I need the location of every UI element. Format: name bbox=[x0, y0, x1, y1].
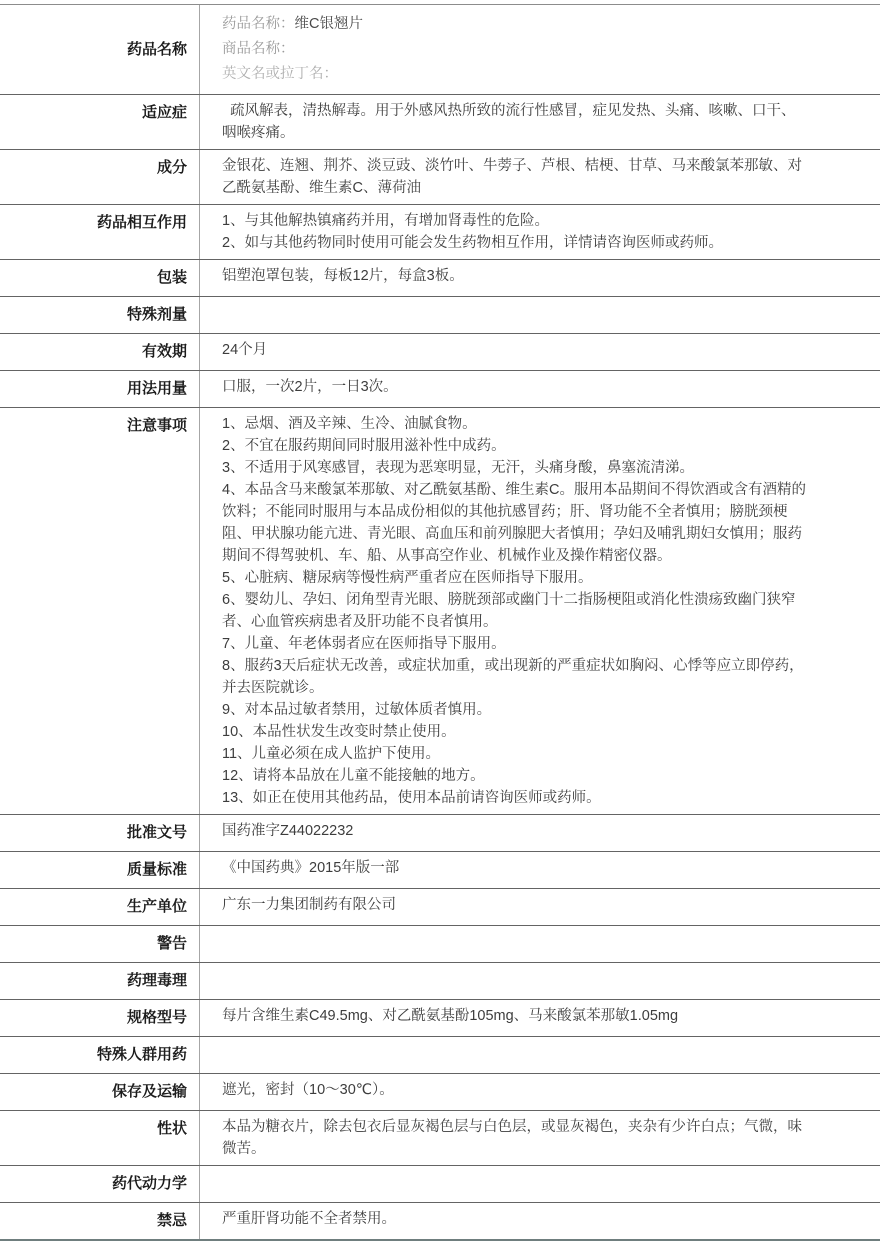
table-row bbox=[0, 963, 880, 1000]
row-value-line: 8、服药3天后症状无改善，或症状加重，或出现新的严重症状如胸闷、心悸等应立即停药，并去医院就诊。 bbox=[222, 658, 804, 696]
row-value bbox=[200, 926, 880, 962]
drug-name-value: 维C银翘片 bbox=[294, 16, 363, 32]
row-value-line: 12、请将本品放在儿童不能接触的地方。 bbox=[222, 768, 485, 784]
row-value-line: 13、如正在使用其他药品，使用本品前请咨询医师或药师。 bbox=[222, 790, 601, 806]
table-row bbox=[0, 852, 880, 889]
row-value bbox=[200, 371, 880, 407]
table-row bbox=[0, 205, 880, 260]
row-value bbox=[200, 1203, 880, 1239]
row-value-line: 11、儿童必须在成人监护下使用。 bbox=[222, 746, 441, 762]
row-value-line: 遮光，密封（10～30℃）。 bbox=[222, 1082, 394, 1098]
table-row bbox=[0, 297, 880, 334]
row-label: 特殊人群用药 bbox=[0, 1037, 200, 1073]
row-label: 禁忌 bbox=[0, 1203, 200, 1239]
table-row bbox=[0, 334, 880, 371]
row-value-line: 本品为糖衣片，除去包衣后显灰褐色层与白色层，或显灰褐色，夹杂有少许白点；气微，味微苦。 bbox=[222, 1119, 802, 1157]
row-value-line: 1、与其他解热镇痛药并用，有增加肾毒性的危险。 bbox=[222, 213, 550, 229]
row-value bbox=[200, 408, 880, 814]
table-row bbox=[0, 1037, 880, 1074]
row-label: 特殊剂量 bbox=[0, 297, 200, 333]
row-label: 药理毒理 bbox=[0, 963, 200, 999]
row-value-line: 口服，一次2片，一日3次。 bbox=[222, 379, 398, 395]
row-value-line: 5、心脏病、糖尿病等慢性病严重者应在医师指导下服用。 bbox=[222, 570, 593, 586]
trade-name-key: 商品名称： bbox=[222, 41, 295, 57]
row-value-line: 24个月 bbox=[222, 342, 268, 358]
table-row bbox=[0, 815, 880, 852]
row-value-line: 疏风解表，清热解毒。用于外感风热所致的流行性感冒，症见发热、头痛、咳嗽、口干、咽喉疼痛。 bbox=[222, 103, 796, 141]
drug-info-table bbox=[0, 4, 880, 1241]
row-value bbox=[200, 5, 880, 94]
row-value-line: 2、如与其他药物同时使用可能会发生药物相互作用，详情请咨询医师或药师。 bbox=[222, 235, 724, 251]
row-value bbox=[200, 205, 880, 259]
row-label: 性状 bbox=[0, 1111, 200, 1165]
table-row bbox=[0, 1000, 880, 1037]
row-value bbox=[200, 1000, 880, 1036]
table-row bbox=[0, 1203, 880, 1239]
row-value-line: 4、本品含马来酸氯苯那敏、对乙酰氨基酚、维生素C。服用本品期间不得饮酒或含有酒精的饮料；不能同时服用与本品成份相似的其他抗感冒药；肝、肾功能不全者慎用；膀胱颈梗阻、甲状腺功能亢进、青光眼、高血压和前列腺肥大者慎用；孕妇及哺乳期妇女慎用；服药期间不得驾驶机、车、船、从事高空作业、机械作业及操作精密仪器。 bbox=[222, 482, 807, 564]
row-value bbox=[200, 1111, 880, 1165]
table-row bbox=[0, 371, 880, 408]
row-value bbox=[200, 889, 880, 925]
row-value bbox=[200, 815, 880, 851]
row-value-line: 7、儿童、年老体弱者应在医师指导下服用。 bbox=[222, 636, 506, 652]
table-row bbox=[0, 1111, 880, 1166]
table-row bbox=[0, 408, 880, 815]
table-row-drug-name bbox=[0, 5, 880, 95]
row-value-line: 1、忌烟、酒及辛辣、生冷、油腻食物。 bbox=[222, 416, 477, 432]
row-label: 规格型号 bbox=[0, 1000, 200, 1036]
row-value bbox=[200, 334, 880, 370]
row-value-line: 《中国药典》2015年版一部 bbox=[222, 860, 400, 876]
table-row bbox=[0, 1074, 880, 1111]
row-value bbox=[200, 1166, 880, 1202]
table-row bbox=[0, 150, 880, 205]
row-value-line: 每片含维生素C49.5mg、对乙酰氨基酚105mg、马来酸氯苯那敏1.05mg bbox=[222, 1008, 679, 1024]
latin-name-line bbox=[222, 62, 807, 87]
trade-name-line bbox=[222, 37, 807, 62]
row-value-line: 国药准字Z44022232 bbox=[222, 823, 354, 839]
latin-name-key: 英文名或拉丁名： bbox=[222, 66, 338, 82]
row-value bbox=[200, 1074, 880, 1110]
row-value bbox=[200, 297, 880, 333]
row-value-line: 广东一力集团制药有限公司 bbox=[222, 897, 396, 913]
row-value-line: 严重肝肾功能不全者禁用。 bbox=[222, 1211, 396, 1227]
row-label: 适应症 bbox=[0, 95, 200, 149]
table-row bbox=[0, 1166, 880, 1203]
drug-name-line bbox=[222, 12, 807, 37]
row-value-line: 6、婴幼儿、孕妇、闭角型青光眼、膀胱颈部或幽门十二指肠梗阻或消化性溃疡致幽门狭窄者、心血管疾病患者及肝功能不良者慎用。 bbox=[222, 592, 796, 630]
row-value bbox=[200, 963, 880, 999]
row-value-line: 金银花、连翘、荆芥、淡豆豉、淡竹叶、牛蒡子、芦根、桔梗、甘草、马来酸氯苯那敏、对乙酰氨基酚、维生素C、薄荷油 bbox=[222, 158, 802, 196]
row-label-text: 药品名称 bbox=[126, 40, 187, 58]
row-value bbox=[200, 260, 880, 296]
row-value-line: 10、本品性状发生改变时禁止使用。 bbox=[222, 724, 456, 740]
row-label: 警告 bbox=[0, 926, 200, 962]
row-label: 有效期 bbox=[0, 334, 200, 370]
row-label: 批准文号 bbox=[0, 815, 200, 851]
row-label: 药代动力学 bbox=[0, 1166, 200, 1202]
row-value-line: 铝塑泡罩包装，每板12片，每盒3板。 bbox=[222, 268, 464, 284]
row-label: 成分 bbox=[0, 150, 200, 204]
row-value bbox=[200, 95, 880, 149]
row-value bbox=[200, 852, 880, 888]
row-label: 质量标准 bbox=[0, 852, 200, 888]
row-value bbox=[200, 1037, 880, 1073]
row-label bbox=[0, 5, 200, 94]
row-label: 用法用量 bbox=[0, 371, 200, 407]
row-value-line: 2、不宜在服药期间同时服用滋补性中成药。 bbox=[222, 438, 506, 454]
row-label: 包装 bbox=[0, 260, 200, 296]
row-value-line: 9、对本品过敏者禁用，过敏体质者慎用。 bbox=[222, 702, 492, 718]
row-label: 保存及运输 bbox=[0, 1074, 200, 1110]
table-row bbox=[0, 260, 880, 297]
row-value-line: 3、不适用于风寒感冒，表现为恶寒明显，无汗，头痛身酸，鼻塞流清涕。 bbox=[222, 460, 695, 476]
table-row bbox=[0, 95, 880, 150]
table-row bbox=[0, 926, 880, 963]
drug-name-key: 药品名称： bbox=[222, 16, 295, 32]
row-label: 生产单位 bbox=[0, 889, 200, 925]
row-label: 药品相互作用 bbox=[0, 205, 200, 259]
table-row bbox=[0, 889, 880, 926]
row-label: 注意事项 bbox=[0, 408, 200, 814]
row-value bbox=[200, 150, 880, 204]
